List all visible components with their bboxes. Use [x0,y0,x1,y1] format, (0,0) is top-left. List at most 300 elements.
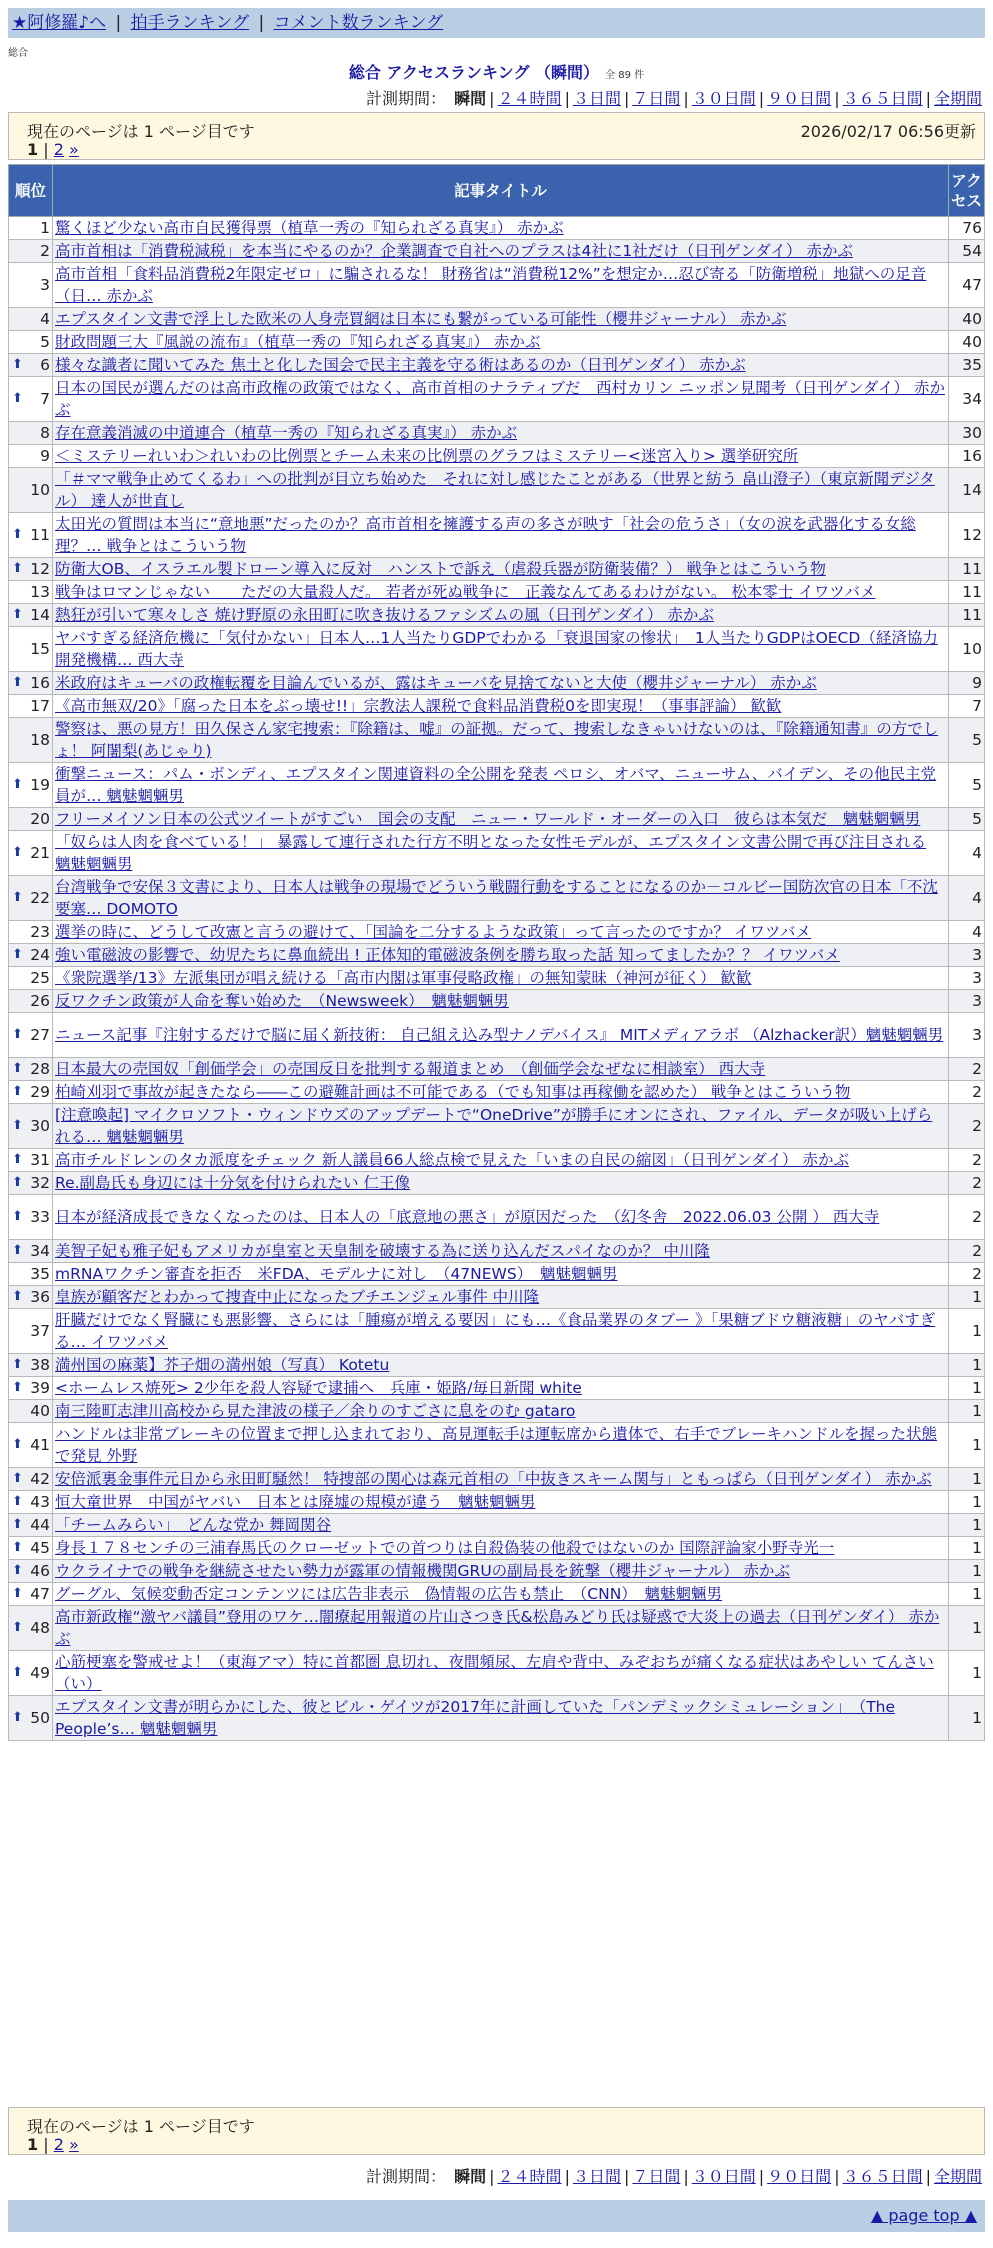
title-cell [53,1423,949,1468]
article-link[interactable]: 選挙の時に、どうして改憲と言うの避けて、「国論を二分するような政策」って言ったのですか？ イワツバメ [55,923,812,941]
rank-cell [9,1354,53,1377]
title-cell [53,944,949,967]
rank-cell [9,217,53,240]
article-link[interactable]: 高市新政権“激ヤバ議員”登用のワケ…闇療起用報道の片山さつき氏&松島みどり氏は疑惑で大炎上の過去（日刊ゲンダイ） 赤かぶ [55,1608,940,1648]
up-arrow-icon: ⬆ [12,1175,23,1190]
period-link[interactable]: ７日間 [632,89,681,108]
title-cell [53,263,949,308]
title-cell [53,1606,949,1651]
access-count: 14 [949,468,985,513]
rank-number: 46 [30,1562,50,1580]
table-row [9,967,985,990]
article-link[interactable]: グーグル、気候変動否定コンテンツには広告非表示 偽情報の広告も禁止 （CNN） 魑魅魍魎男 [55,1585,723,1603]
table-row [9,808,985,831]
title-cell [53,1058,949,1081]
article-link[interactable]: エプスタイン文書で浮上した欧米の人身売買網は日本にも繋がっている可能性（櫻井ジャーナル） 赤かぶ [55,310,787,328]
title-cell [53,1240,949,1263]
up-arrow-icon: ⬆ [12,1152,23,1167]
up-arrow-icon: ⬆ [12,1494,23,1509]
title-cell [53,1149,949,1172]
up-arrow-icon: ⬆ [12,777,23,792]
rank-number: 8 [40,424,50,442]
page-2-link[interactable]: 2 [53,140,64,159]
table-row [9,1560,985,1583]
article-link[interactable]: 南三陸町志津川高校から見た津波の様子／余りのすごさに息をのむ gataro [55,1402,576,1420]
page-current: 1 [27,140,39,159]
article-link[interactable]: 米政府はキューバの政権転覆を目論んでいるが、露はキューバを見捨てないと大使（櫻井ジャーナル） 赤かぶ [55,674,817,692]
access-count: 10 [949,627,985,672]
access-count: 1 [949,1468,985,1491]
rank-cell [9,604,53,627]
article-link[interactable]: フリーメイソン日本の公式ツイートがすごい 国会の支配 ニュー・ワールド・オーダーの入口 彼らは本気だ 魑魅魍魎男 [55,810,921,828]
article-link[interactable]: ＜ミステリーれいわ＞れいわの比例票とチーム未来の比例票のグラフはミステリー<迷宮入り> 選挙研究所 [55,447,799,465]
rank-cell [9,331,53,354]
period-link[interactable]: ３０日間 [691,2167,756,2186]
table-row [9,377,985,422]
rank-cell [9,1606,53,1651]
next-page-link[interactable]: » [69,140,79,159]
rank-cell [9,1696,53,1741]
rank-cell [9,876,53,921]
rank-number: 39 [30,1379,50,1397]
rank-number: 16 [30,674,50,692]
article-link[interactable]: 満州国の麻薬】芥子畑の満州娘（写真） Kotetu [55,1356,390,1374]
title-cell [53,876,949,921]
article-link[interactable]: 肝臓だけでなく腎臓にも悪影響、さらには「腫瘍が増える要因」にも…《食品業界のタブー 》「果糖ブドウ糖液糖」のヤバすぎる… イワツバメ [55,1311,936,1351]
article-link[interactable]: 戦争はロマンじゃない ただの大量殺人だ。 若者が死ぬ戦争に 正義なんてあるわけがない。 松本零士 イワツバメ [55,583,876,601]
title-cell [53,468,949,513]
rank-number: 15 [30,640,50,658]
rank-cell [9,1172,53,1195]
period-link[interactable]: ２４時間 [497,89,562,108]
rank-cell [9,967,53,990]
table-row [9,1537,985,1560]
table-row [9,468,985,513]
up-arrow-icon: ⬆ [12,675,23,690]
up-arrow-icon: ⬆ [12,1586,23,1601]
access-count: 2 [949,1081,985,1104]
title-cell [53,1537,949,1560]
article-link[interactable]: 驚くほど少ない高市自民獲得票（植草一秀の『知られざる真実』） 赤かぶ [55,219,564,237]
article-link[interactable]: 身長１７８センチの三浦春馬氏のクローゼットでの首つりは自殺偽装の他殺ではないのか 国際評論家小野寺光一 [55,1539,835,1557]
title-cell [53,763,949,808]
rank-cell [9,1514,53,1537]
title-cell [53,1377,949,1400]
title-cell [53,990,949,1013]
article-link[interactable]: 高市首相は「消費税減税」を本当にやるのか？企業調査で自社へのプラスは4社に1社だけ（日刊ゲンダイ） 赤かぶ [55,242,853,260]
period-link[interactable]: ９０日間 [767,89,832,108]
article-link[interactable]: 日本の国民が選んだのは高市政権の政策ではなく、高市首相のナラティブだ 西村カリン ニッポン見聞考（日刊ゲンダイ） 赤かぶ [55,379,945,419]
article-link[interactable]: 反ワクチン政策が人命を奪い始めた （Newsweek） 魑魅魍魎男 [55,992,509,1010]
rank-cell [9,763,53,808]
table-row [9,1651,985,1696]
article-link[interactable]: 日本が経済成長できなくなったのは、日本人の「底意地の悪さ」が原因だった （幻冬舎 2022.06.03 公開 ） 西大寺 [55,1208,880,1226]
next-page-link[interactable]: » [69,2135,79,2154]
rank-cell [9,354,53,377]
rank-number: 23 [30,923,50,941]
article-link[interactable]: 日本最大の売国奴「創価学会」の売国反日を批判する報道まとめ （創価学会なぜなに相談室） 西大寺 [55,1060,766,1078]
up-arrow-icon: ⬆ [12,607,23,622]
table-row [9,1263,985,1286]
table-row [9,558,985,581]
title-cell [53,377,949,422]
access-count: 2 [949,1263,985,1286]
access-count: 1 [949,1514,985,1537]
title-cell [53,718,949,763]
access-count: 30 [949,422,985,445]
table-row [9,1423,985,1468]
period-label: 計測期間： [366,89,447,108]
page-separator: | [43,140,49,159]
rank-cell [9,627,53,672]
rank-cell [9,1013,53,1058]
up-arrow-icon: ⬆ [12,391,23,406]
article-link[interactable]: 財政問題三大『風説の流布』（植草一秀の『知られざる真実』） 赤かぶ [55,333,541,351]
table-row [9,1696,985,1741]
table-row [9,263,985,308]
up-arrow-icon: ⬆ [12,1665,23,1680]
table-row [9,1514,985,1537]
comment-ranking-link[interactable]: コメント数ランキング [273,13,444,33]
access-count: 5 [949,763,985,808]
up-arrow-icon: ⬆ [12,1118,23,1133]
rank-number: 45 [30,1539,50,1557]
rank-cell [9,1400,53,1423]
period-link[interactable]: ９０日間 [767,2167,832,2186]
period-link[interactable]: ３日間 [572,89,621,108]
rank-cell [9,308,53,331]
table-header-row [9,165,985,217]
title-cell [53,1583,949,1606]
access-count: 4 [949,921,985,944]
period-link[interactable]: ７日間 [632,2167,681,2186]
table-row [9,1354,985,1377]
table-row [9,1400,985,1423]
article-link[interactable]: 衝撃ニュース：パム・ボンディ、エプスタイン関連資料の全公開を発表 ペロシ、オバマ、ニューサム、バイデン、その他民主党員が… 魑魅魍魎男 [55,765,937,805]
rank-cell [9,718,53,763]
up-arrow-icon: ⬆ [12,1540,23,1555]
title-cell [53,1104,949,1149]
access-count: 1 [949,1354,985,1377]
title-cell [53,831,949,876]
access-count: 40 [949,308,985,331]
table-row [9,308,985,331]
access-count: 3 [949,944,985,967]
access-count: 3 [949,1013,985,1058]
rank-number: 24 [30,946,50,964]
update-date: 2026/02/17 06:56更新 [800,122,976,141]
home-link[interactable]: ★阿修羅♪へ [12,13,107,33]
up-arrow-icon: ⬆ [12,890,23,905]
table-row [9,217,985,240]
access-count: 40 [949,331,985,354]
article-link[interactable]: 《衆院選挙/13》左派集団が唱え続ける「高市内閣は軍事侵略政権」の無知蒙昧（神河が征く） 歓歓 [55,969,752,987]
table-row [9,876,985,921]
title-cell [53,1263,949,1286]
rank-cell [9,1423,53,1468]
period-link[interactable]: ２４時間 [497,2167,562,2186]
rank-cell [9,422,53,445]
rank-cell [9,831,53,876]
title-cell [53,1491,949,1514]
rank-number: 30 [30,1117,50,1135]
up-arrow-icon: ⬆ [12,1620,23,1635]
page-top-link[interactable]: ▲ page top ▲ [870,2206,977,2225]
page-title: 総合 アクセスランキング （瞬間） [348,63,600,82]
table-row [9,990,985,1013]
title-cell [53,308,949,331]
title-cell [53,604,949,627]
rank-cell [9,445,53,468]
rank-number: 47 [30,1585,50,1603]
table-row [9,513,985,558]
article-link[interactable]: 高市チルドレンのタカ派度をチェック 新人議員66人総点検で見えた「いまの自民の縮図」（日刊ゲンダイ） 赤かぶ [55,1151,849,1169]
page-2-link[interactable]: 2 [53,2135,64,2154]
article-link[interactable]: ヤバすぎる経済危機に「気付かない」日本人…1人当たりGDPでわかる「衰退国家の惨状」 1人当たりGDPはOECD（経済協力開発機構… 西大寺 [55,629,938,669]
access-count: 1 [949,1309,985,1354]
rank-number: 29 [30,1083,50,1101]
access-count: 47 [949,263,985,308]
title-cell [53,1195,949,1240]
top-nav-bar [8,8,985,38]
article-link[interactable]: 熱狂が引いて寒々しさ 焼け野原の永田町に吹き抜けるファシズムの風（日刊ゲンダイ） 赤かぶ [55,606,714,624]
up-arrow-icon: ⬆ [12,1061,23,1076]
page-links [27,140,79,159]
table-row [9,718,985,763]
title-cell [53,672,949,695]
period-link[interactable]: ３６５日間 [842,89,923,108]
period-link[interactable]: 全期間 [933,2167,982,2186]
access-count: 16 [949,445,985,468]
article-link[interactable]: [注意喚起] マイクロソフト・ウィンドウズのアップデートで“OneDrive”が勝手にオンにされ、ファイル、データが吸い上げられる… 魑魅魍魎男 [55,1106,933,1146]
title-cell [53,808,949,831]
rank-cell [9,1104,53,1149]
rank-number: 12 [30,560,50,578]
article-link[interactable]: 「奴らは人肉を食べている！」 暴露して連行された行方不明となった女性モデルが、エプスタイン文書公開で再び注目される 魑魅魍魎男 [55,833,927,873]
period-link[interactable]: ３日間 [572,2167,621,2186]
article-link[interactable]: 「＃ママ戦争止めてくるわ」への批判が目立ち始めた それに対し感じたことがある（世界と紡う 畠山澄子）（東京新聞デジタル） 達人が世直し [55,470,935,510]
title-cell [53,1081,949,1104]
access-count: 9 [949,672,985,695]
rank-number: 34 [30,1242,50,1260]
rank-cell [9,1468,53,1491]
article-link[interactable]: 様々な識者に聞いてみた 焦土と化した国会で民主主義を守る術はあるのか（日刊ゲンダイ） 赤かぶ [55,356,746,374]
page-info: 現在のページは 1 ページ目です [27,122,255,141]
access-count: 11 [949,581,985,604]
article-link[interactable]: 警察は、悪の見方！田久保さん家宅捜索：『除籍は、嘘』の証拠。だって、捜索しなきゃいけないのは、『除籍通知書』の方でしょ！ 阿闍梨(あじゃり) [55,720,939,760]
title-cell [53,1309,949,1354]
access-count: 2 [949,1195,985,1240]
article-link[interactable]: 「チームみらい」 どんな党か 舞岡関谷 [55,1516,332,1534]
rank-number: 9 [40,447,50,465]
title-cell [53,1013,949,1058]
access-count: 1 [949,1651,985,1696]
rank-number: 48 [30,1619,50,1637]
article-link[interactable]: ハンドルは非常ブレーキの位置まで押し込まれており、高見運転手は運転席から遺体で、右手でブレーキハンドルを握った状態で発見 外野 [55,1425,937,1465]
article-link[interactable]: 高市首相「食料品消費税2年限定ゼロ」に騙されるな！ 財務省は“消費税12%”を想定か…忍び寄る「防衛増税」地獄への足音（日… 赤かぶ [55,265,927,305]
table-row [9,1081,985,1104]
table-row [9,1172,985,1195]
rank-number: 44 [30,1516,50,1534]
access-count: 1 [949,1583,985,1606]
rank-number: 28 [30,1060,50,1078]
article-link[interactable]: 安倍派裏金事件元日から永田町騒然！ 特捜部の関心は森元首相の「中抜きスキーム関与」ともっぱら（日刊ゲンダイ） 赤かぶ [55,1470,932,1488]
pager-bottom [8,2107,985,2155]
page-title-block [0,60,993,83]
rank-cell [9,990,53,1013]
clap-ranking-link[interactable]: 拍手ランキング [130,13,250,33]
rank-number: 49 [30,1664,50,1682]
rank-number: 25 [30,969,50,987]
page-info: 現在のページは 1 ページ目です [27,2117,255,2136]
up-arrow-icon: ⬆ [12,561,23,576]
rank-cell [9,1537,53,1560]
table-row [9,604,985,627]
access-count: 1 [949,1696,985,1741]
table-row [9,627,985,672]
rank-number: 1 [40,219,50,237]
access-count: 3 [949,967,985,990]
table-row [9,240,985,263]
access-count: 12 [949,513,985,558]
up-arrow-icon: ⬆ [12,1710,23,1725]
article-link[interactable]: 恒大童世界 中国がヤバい 日本とは廃墟の規模が違う 魑魅魍魎男 [55,1493,536,1511]
category-label: 総合 [8,48,28,59]
rank-number: 36 [30,1288,50,1306]
access-count: 1 [949,1491,985,1514]
rank-cell [9,581,53,604]
rank-number: 37 [30,1322,50,1340]
table-row [9,921,985,944]
table-row [9,1491,985,1514]
article-link[interactable]: mRNAワクチン審査を拒否 米FDA、モデルナに対し （47NEWS） 魑魅魍魎男 [55,1265,618,1283]
up-arrow-icon: ⬆ [12,1563,23,1578]
table-row [9,1309,985,1354]
period-link[interactable]: ３６５日間 [842,2167,923,2186]
up-arrow-icon: ⬆ [12,527,23,542]
up-arrow-icon: ⬆ [12,1471,23,1486]
period-current: 瞬間 [454,89,487,108]
access-count: 11 [949,558,985,581]
access-count: 54 [949,240,985,263]
access-count: 2 [949,1149,985,1172]
table-row [9,1583,985,1606]
table-row [9,354,985,377]
period-link[interactable]: 全期間 [933,89,982,108]
article-link[interactable]: 強い電磁波の影響で、幼児たちに鼻血続出 ! 正体知的電磁波条例を勝ち取った話 知ってましたか？？ イワツバメ [55,946,840,964]
table-row [9,831,985,876]
article-link[interactable]: ウクライナでの戦争を継続させたい勢力が露軍の情報機関GRUの副局長を銃撃（櫻井ジャーナル） 赤かぶ [55,1562,791,1580]
title-cell [53,1560,949,1583]
article-link[interactable]: Re.副島氏も身辺には十分気を付けられたい 仁王像 [55,1174,410,1192]
rank-number: 3 [40,276,50,294]
article-link[interactable]: 防衛大OB、イスラエル製ドローン導入に反対 ハンストで訴え（虐殺兵器が防衛装備？） 戦争とはこういう物 [55,560,826,578]
article-link[interactable]: エプスタイン文書が明らかにした、彼とビル・ゲイツが2017年に計画していた「パンデミックシミュレーション」 （The People’s… 魑魅魍魎男 [55,1698,896,1738]
article-link[interactable]: 台湾戦争で安保３文書により、日本人は戦争の現場でどういう戦闘行動をすることになるのか－コルビー国防次官の日本「不沈要塞… DOMOTO [55,878,938,918]
up-arrow-icon: ⬆ [12,1437,23,1452]
rank-number: 43 [30,1493,50,1511]
title-cell [53,1514,949,1537]
article-link[interactable]: ニュース記事『注射するだけで脳に届く新技術： 自己組え込み型ナノデバイス』 MITメディアラボ （Alzhacker訳）魑魅魍魎男 [55,1026,944,1044]
period-selector-bottom: 計測期間： 瞬間 | ２４時間 | ３日間 | ７日間 | ３０日間 | ９０日間 | ３６５日間 | 全期間 [366,2167,982,2186]
article-link[interactable]: 太田光の質問は本当に“意地悪”だったのか？高市首相を擁護する声の多さが映す「社会の危うさ」（女の涙を武器化する女総理？… 戦争とはこういう物 [55,515,916,555]
rank-cell [9,240,53,263]
rank-cell [9,513,53,558]
rank-number: 35 [30,1265,50,1283]
up-arrow-icon: ⬆ [12,1517,23,1532]
period-link[interactable]: ３０日間 [691,89,756,108]
rank-number: 33 [30,1208,50,1226]
rank-number: 5 [40,333,50,351]
title-cell [53,1354,949,1377]
rank-number: 22 [30,889,50,907]
page-links [27,2135,79,2154]
up-arrow-icon: ⬆ [12,845,23,860]
period-label: 計測期間： [366,2167,447,2186]
title-cell [53,695,949,718]
title-cell [53,240,949,263]
article-link[interactable]: 心筋梗塞を警戒せよ！（東海アマ）特に首都圏 息切れ、夜間頻尿、左肩や背中、みぞおちが痛くなる症状はあやしい てんさい（い） [55,1653,934,1693]
table-row [9,1013,985,1058]
article-link[interactable]: 皇族が顧客だとわかって捜査中止になったブチエンジェル事件 中川隆 [55,1288,540,1306]
up-arrow-icon: ⬆ [12,357,23,372]
rank-cell [9,1240,53,1263]
rank-cell [9,1263,53,1286]
up-arrow-icon: ⬆ [12,1357,23,1372]
table-row [9,1240,985,1263]
table-row [9,944,985,967]
article-link[interactable]: 存在意義消滅の中道連合（植草一秀の『知られざる真実』） 赤かぶ [55,424,518,442]
access-count: 7 [949,695,985,718]
access-count: 1 [949,1377,985,1400]
rank-number: 32 [30,1174,50,1192]
table-row [9,1606,985,1651]
rank-number: 2 [40,242,50,260]
access-count: 2 [949,1172,985,1195]
rank-number: 7 [40,390,50,408]
up-arrow-icon: ⬆ [12,1289,23,1304]
table-row [9,1377,985,1400]
access-count: 35 [949,354,985,377]
up-arrow-icon: ⬆ [12,1084,23,1099]
title-cell [53,354,949,377]
article-link[interactable]: 美智子妃も雅子妃もアメリカが皇室と天皇制を破壊する為に送り込んだスパイなのか？ 中川隆 [55,1242,710,1260]
rank-number: 38 [30,1356,50,1374]
up-arrow-icon: ⬆ [12,1243,23,1258]
article-link[interactable]: 《高市無双/20》「腐った日本をぶっ壊せ!!」宗教法人課税で食料品消費税0を即実現！（事事評論） 歓歓 [55,697,782,715]
table-row [9,445,985,468]
rank-cell [9,808,53,831]
ranking-rows [9,217,985,1741]
access-count: 1 [949,1400,985,1423]
nav-separator: | [258,13,265,33]
rank-cell [9,468,53,513]
article-link[interactable]: <ホームレス焼死> 2少年を殺人容疑で逮捕へ 兵庫・姫路/毎日新聞 white [55,1379,582,1397]
access-count: 1 [949,1423,985,1468]
article-link[interactable]: 柏崎刈羽で事故が起きたなら――この避難計画は不可能である（でも知事は再稼働を認めた） 戦争とはこういう物 [55,1083,851,1101]
table-row [9,581,985,604]
rank-cell [9,944,53,967]
period-selector-top: 計測期間： 瞬間 | ２４時間 | ３日間 | ７日間 | ３０日間 | ９０日間 | ３６５日間 | 全期間 [366,89,982,108]
rank-number: 6 [40,356,50,374]
table-row [9,1468,985,1491]
access-count: 5 [949,808,985,831]
title-cell [53,513,949,558]
title-cell [53,1651,949,1696]
rank-cell [9,672,53,695]
rank-cell [9,1195,53,1240]
rank-number: 42 [30,1470,50,1488]
